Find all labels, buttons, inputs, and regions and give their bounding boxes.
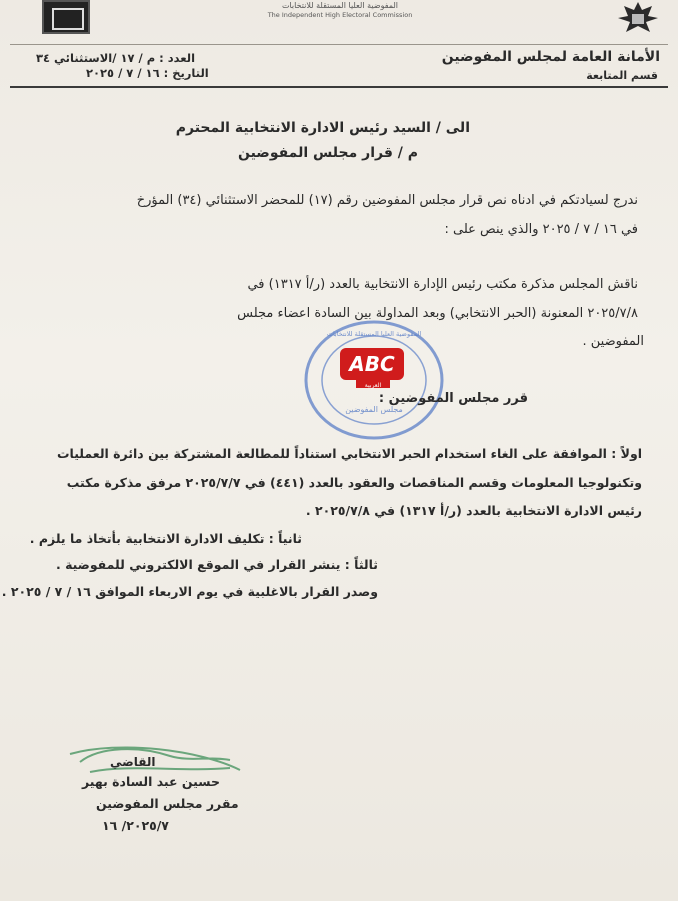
document-date: التاريخ : ١٦ / ٧ / ٢٠٢٥ (86, 66, 209, 80)
paragraph-intro-line-2: في ١٦ / ٧ / ٢٠٢٥ والذي ينص على : (444, 222, 638, 237)
signatory-role: مقرر مجلس المفوضين (96, 796, 239, 811)
header-center-arabic: المفوضية العليا المستقلة للانتخابات (281, 1, 399, 10)
iraq-eagle-emblem-icon (612, 0, 664, 38)
subject-line: م / قرار مجلس المفوضين (237, 145, 418, 161)
decision-item-1-line-3: رئيس الادارة الانتخابية بالعدد (ر/أ ١٣١٧) في ٢٠٢٥/٧/٨ . (305, 503, 642, 518)
header-center-english: The Independent High Electoral Commission (267, 11, 413, 19)
signature-date: ٢٠٢٥/٧/ ١٦ (102, 818, 169, 833)
stamp-center-text: مجلس المفوضين (345, 405, 403, 414)
stamp-ring-text: المفوضية العليا المستقلة للانتخابات (326, 330, 422, 338)
signatory-name: حسين عبد السادة بهير (82, 774, 221, 789)
official-stamp (302, 318, 446, 442)
secretariat-subtitle: قسم المتابعة (586, 69, 658, 82)
paragraph-discussion-line-2: ٢٠٢٥/٧/٨ المعنونة (الحبر الانتخابي) وبعد المداولة بين السادة اعضاء مجلس (237, 306, 638, 321)
issued-statement: وصدر القرار بالاغلبية في يوم الاربعاء الموافق ١٦ / ٧ / ٢٠٢٥ . (1, 584, 378, 599)
header-center-block (250, 0, 430, 20)
paragraph-discussion-line-1: ناقش المجلس مذكرة مكتب رئيس الإدارة الانتخابية بالعدد (ر/أ ١٣١٧) في (247, 277, 638, 292)
secretariat-title: الأمانة العامة لمجلس المفوضين (441, 49, 660, 65)
decision-item-3: ثالثاً : ينشر القرار في الموقع الالكتروني للمفوضية . (55, 557, 378, 572)
paragraph-intro-line-1: ندرج لسيادتكم في ادناه نص قرار مجلس المفوضين رقم (١٧) للمحضر الاستثنائي (٣٤) المؤرخ (136, 193, 638, 208)
commission-logo-icon (42, 0, 90, 34)
handwritten-signature (60, 742, 250, 802)
decision-heading: قرر مجلس المفوضين : (378, 391, 528, 406)
addressee-line: الى / السيد رئيس الادارة الانتخابية المحترم (175, 120, 470, 136)
header-thin-rule (10, 44, 668, 45)
signatory-title: القاضي (110, 755, 156, 769)
watermark-sub: العربية (364, 382, 382, 389)
header-rule (10, 86, 668, 88)
decision-item-1-line-2: وتكنولوجيا المعلومات وقسم المناقصات والعقود بالعدد (٤٤١) في ٢٠٢٥/٧/٧ مرفق مذكرة مكتب (66, 475, 642, 490)
decision-item-2: ثانياً : تكليف الادارة الانتخابية بأتخاذ ما يلزم . (29, 531, 302, 546)
paragraph-discussion-line-3: المفوضين . (582, 334, 644, 349)
watermark-label: ABC (349, 352, 395, 376)
decision-item-1-line-1: اولاً : الموافقة على الغاء استخدام الحبر الانتخابي استناداً للمطالعة المشتركة بين دائرة العمليات (56, 446, 642, 461)
document-number: العدد : م / ١٧ /الاستثنائي ٣٤ (36, 51, 196, 65)
